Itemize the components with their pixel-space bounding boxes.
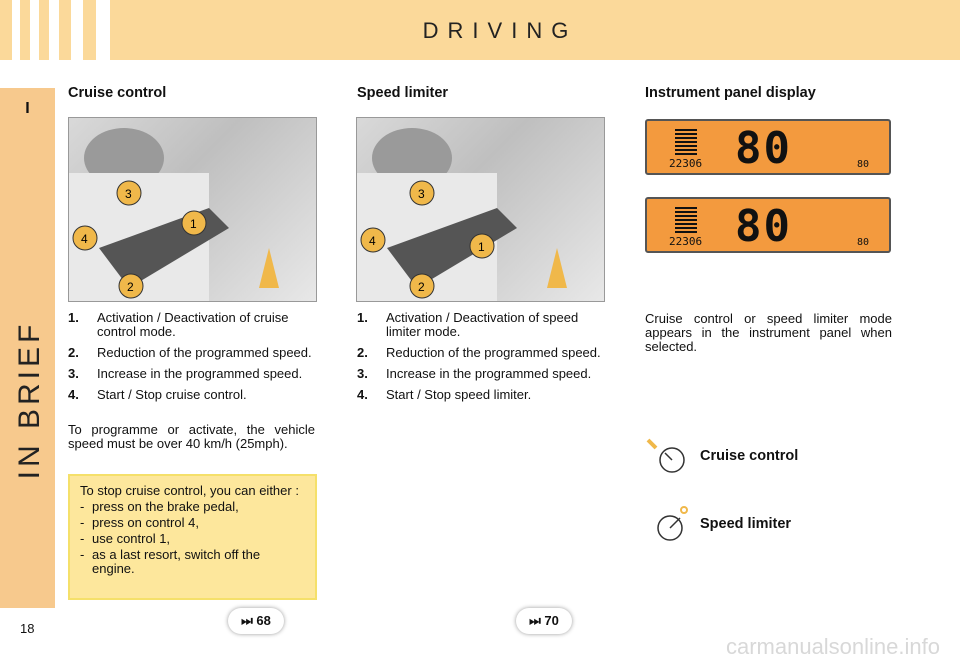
panel-heading: Instrument panel display: [645, 85, 816, 101]
list-item: 2. Reduction of the programmed speed.: [357, 345, 601, 360]
display-speed: 80: [735, 201, 792, 252]
svg-text:2: 2: [127, 280, 134, 294]
cruise-list: [68, 311, 315, 409]
cruise-heading: Cruise control: [68, 85, 167, 101]
svg-text:4: 4: [81, 232, 88, 246]
svg-text:1: 1: [478, 240, 485, 254]
stripe: [49, 0, 59, 60]
list-item: 1. Activation / Deactivation of cruise control mode.: [68, 310, 289, 339]
stripe: [71, 0, 83, 60]
display-small-speed: 80: [857, 159, 870, 170]
list-item: - use control 1,: [80, 532, 305, 546]
display-odometer: 22306: [669, 235, 703, 248]
stalk-illustration: [357, 118, 604, 301]
sidebar-label: IN BRIEF: [13, 320, 46, 480]
fuel-gauge-bars: [675, 129, 697, 155]
speed-limiter-icon: [652, 504, 694, 544]
svg-text:3: 3: [125, 187, 132, 201]
list-item: 4. Start / Stop cruise control.: [68, 387, 247, 402]
fuel-gauge-bars: [675, 207, 697, 233]
list-item: - press on the brake pedal,: [80, 500, 305, 514]
svg-text:1: 1: [190, 217, 197, 231]
stop-note-box: [68, 474, 317, 600]
list-item: 4. Start / Stop speed limiter.: [357, 387, 532, 402]
header-band: [0, 0, 960, 60]
list-item: 2. Reduction of the programmed speed.: [68, 345, 312, 360]
cruise-paragraph: To programme or activate, the vehicle speed must be over 40 km/h (25mph).: [68, 422, 315, 451]
watermark: carmanualsonline.info: [725, 634, 940, 659]
list-item: 1. Activation / Deactivation of speed limiter mode.: [357, 310, 579, 339]
note-list: [80, 500, 305, 576]
instrument-display-cruise: [645, 119, 891, 175]
panel-paragraph: Cruise control or speed limiter mode appears in the instrument panel when selected.: [645, 311, 892, 354]
svg-text:2: 2: [418, 280, 425, 294]
list-item: - press on control 4,: [80, 516, 305, 530]
stalk-illustration: [69, 118, 316, 301]
note-intro: To stop cruise control, you can either :: [80, 483, 299, 498]
svg-text:3: 3: [418, 187, 425, 201]
limiter-list: [357, 311, 604, 409]
ref-link-68[interactable]: ⏭ 68: [228, 608, 284, 634]
fast-forward-icon: ⏭: [241, 613, 253, 628]
display-odometer: 22306: [669, 157, 703, 170]
section-number: I: [25, 100, 30, 117]
display-speed: 80: [735, 123, 792, 174]
page-title: DRIVING: [422, 18, 578, 43]
stripe: [96, 0, 110, 60]
instrument-display-limiter: [645, 197, 891, 253]
ref-link-70[interactable]: ⏭ 70: [516, 608, 572, 634]
cruise-icon-label: Cruise control: [700, 448, 799, 464]
page-number: 18: [20, 621, 35, 636]
stripe: [30, 0, 39, 60]
limiter-stalk-photo: [356, 117, 605, 302]
cruise-stalk-photo: [68, 117, 317, 302]
svg-text:4: 4: [369, 234, 376, 248]
cruise-control-icon: [646, 438, 688, 474]
header-stripes: [0, 0, 118, 60]
list-item: - as a last resort, switch off the engine.: [80, 548, 305, 576]
limiter-heading: Speed limiter: [357, 85, 449, 101]
list-item: 3. Increase in the programmed speed.: [357, 366, 592, 381]
limiter-icon-label: Speed limiter: [700, 516, 792, 532]
display-small-speed: 80: [857, 237, 870, 248]
stripe: [12, 0, 20, 60]
fast-forward-icon: ⏭: [529, 613, 541, 628]
list-item: 3. Increase in the programmed speed.: [68, 366, 303, 381]
